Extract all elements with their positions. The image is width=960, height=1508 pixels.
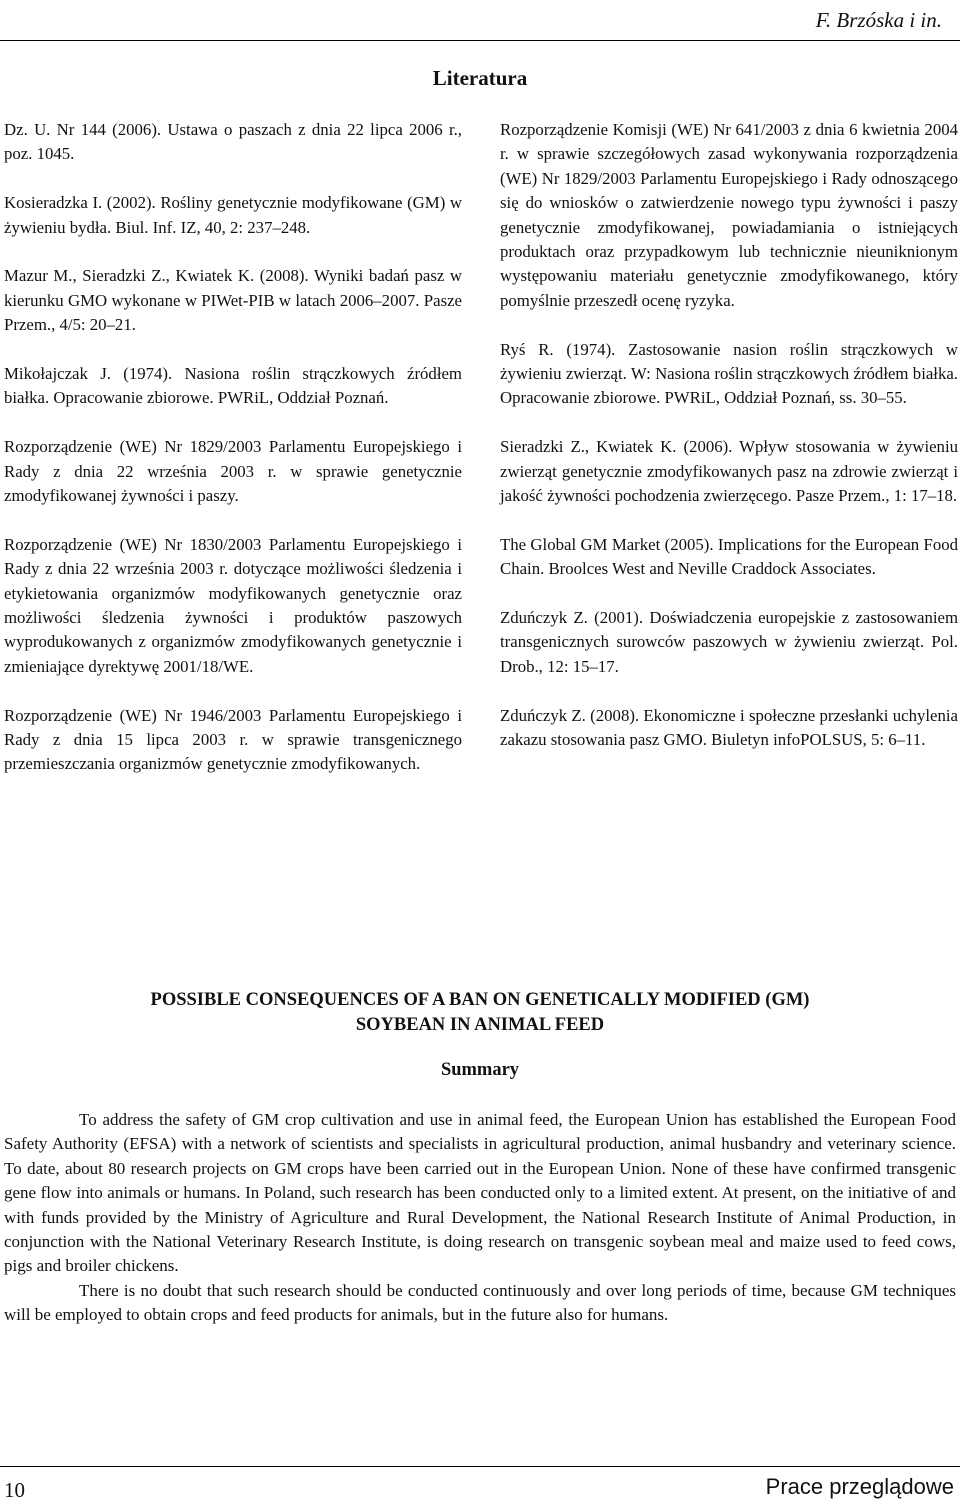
journal-section-name: Prace przeglądowe xyxy=(765,1474,954,1499)
reference-item: Mikołajczak J. (1974). Nasiona roślin strączkowych źródłem białka. Opracowanie zbiorowe. PWRiL, Oddział Poznań. xyxy=(4,364,462,408)
reference-item: Zduńczyk Z. (2008). Ekonomiczne i społeczne przesłanki uchylenia zakazu stosowania pasz GMO. Biuletyn infoPOLSUS, 5: 6–11. xyxy=(500,705,958,750)
reference-item: The Global GM Market (2005). Implications for the European Food Chain. Broolces West and Neville Craddock Associates. xyxy=(500,534,958,579)
running-header-author: F. Brzóska i in. xyxy=(815,8,942,32)
reference-item: Rozporządzenie (WE) Nr 1829/2003 Parlamentu Europejskiego i Rady z dnia 22 września 2003 r. w sprawie genetycznie zmodyfikowanej żywności i paszy. xyxy=(4,437,462,506)
reference-item: Rozporządzenie (WE) Nr 1830/2003 Parlamentu Europejskiego i Rady z dnia 22 września 2003 r. dotyczące możliwości śledzenia i etykietowania organizmów modyfikowanych genetycznie oraz możliwości śledzenia żywności i produktów paszowych wyprodukowanych z organizmów zmodyfikowanych genetycznie i zmieniające dyrektywę 2001/18/WE. xyxy=(4,534,462,676)
summary-article-title xyxy=(0,988,960,1038)
reference-item: Dz. U. Nr 144 (2006). Ustawa o paszach z dnia 22 lipca 2006 r., poz. 1045. xyxy=(4,120,462,164)
reference-item: Rozporządzenie Komisji (WE) Nr 641/2003 z dnia 6 kwietnia 2004 r. w sprawie szczegółowych zasad wykonywania rozporządzenia (WE) Nr 1829/2003 Parlamentu Europejskiego i Rady odnoszącego się do wniosków o zatwierdzenie nowego typu żywności i paszy genetycznie zmodyfikowanej, powiadamiania o istniejących produktach oraz przypadkowym lub technicznie nieuniknionym występowaniu materiału genetycznie zmodyfikowanego, który pomyślnie przeszedł ocenę ryzyka. xyxy=(500,120,958,310)
reference-item: Zduńczyk Z. (2001). Doświadczenia europejskie z zastosowaniem transgenicznych surowców paszowych w żywieniu zwierząt. Pol. Drob., 12: 15–17. xyxy=(500,608,958,676)
references-left-column xyxy=(4,118,462,801)
reference-item: Sieradzki Z., Kwiatek K. (2006). Wpływ stosowania w żywieniu zwierząt genetycznie zmodyfikowanych pasz na zdrowie zwierząt i jakość żywności pochodzenia zwierzęcego. Pasze Przem., 1: 17–18. xyxy=(500,437,958,506)
summary-title-line-1: POSSIBLE CONSEQUENCES OF A BAN ON GENETICALLY MODIFIED (GM) xyxy=(150,990,810,1010)
page-number: 10 xyxy=(4,1478,25,1502)
reference-item: Ryś R. (1974). Zastosowanie nasion roślin strączkowych w żywieniu zwierząt. W: Nasiona roślin strączkowych źródłem białka. Opracowanie zbiorowe. PWRiL, Oddział Poznań, ss. 30–55. xyxy=(500,339,958,408)
summary-body xyxy=(4,1108,956,1328)
reference-item: Kosieradzka I. (2002). Rośliny genetycznie modyfikowane (GM) w żywieniu bydła. Biul. Inf. IZ, 40, 2: 237–248. xyxy=(4,193,462,237)
footer-divider xyxy=(0,1466,960,1467)
summary-paragraph: There is no doubt that such research should be conducted continuously and over long periods of time, because GM techniques will be employed to obtain crops and feed products for animals, but in the future also for humans. xyxy=(4,1280,956,1325)
summary-paragraph: To address the safety of GM crop cultivation and use in animal feed, the European Union has established the European Food Safety Authority (EFSA) with a network of scientists and specialists in agricultural production, animal husbandry and veterinary science. To date, about 80 research projects on GM crops have been carried out in the European Union. None of these have confirmed transgenic gene flow into animals or humans. In Poland, such research has been conducted only to a limited extent. At present, on the initiative of and with funds provided by the Ministry of Agriculture and Rural Development, the National Research Institute of Animal Production, in conjunction with the National Veterinary Research Institute, is doing research on transgenic soybean meal and maize used to feed cows, pigs and broiler chickens. xyxy=(4,1110,956,1276)
reference-item: Mazur M., Sieradzki Z., Kwiatek K. (2008). Wyniki badań pasz w kierunku GMO wykonane w PIWet-PIB w latach 2006–2007. Pasze Przem., 4/5: 20–21. xyxy=(4,266,462,335)
references-right-column xyxy=(500,118,958,777)
header-divider xyxy=(0,40,960,41)
section-heading: Literatura xyxy=(432,66,528,90)
summary-label: Summary xyxy=(440,1060,520,1080)
reference-item: Rozporządzenie (WE) Nr 1946/2003 Parlamentu Europejskiego i Rady z dnia 15 lipca 2003 r. w sprawie transgenicznego przemieszczania organizmów genetycznie zmodyfikowanych. xyxy=(4,705,462,774)
summary-title-line-2: SOYBEAN IN ANIMAL FEED xyxy=(355,1015,605,1035)
